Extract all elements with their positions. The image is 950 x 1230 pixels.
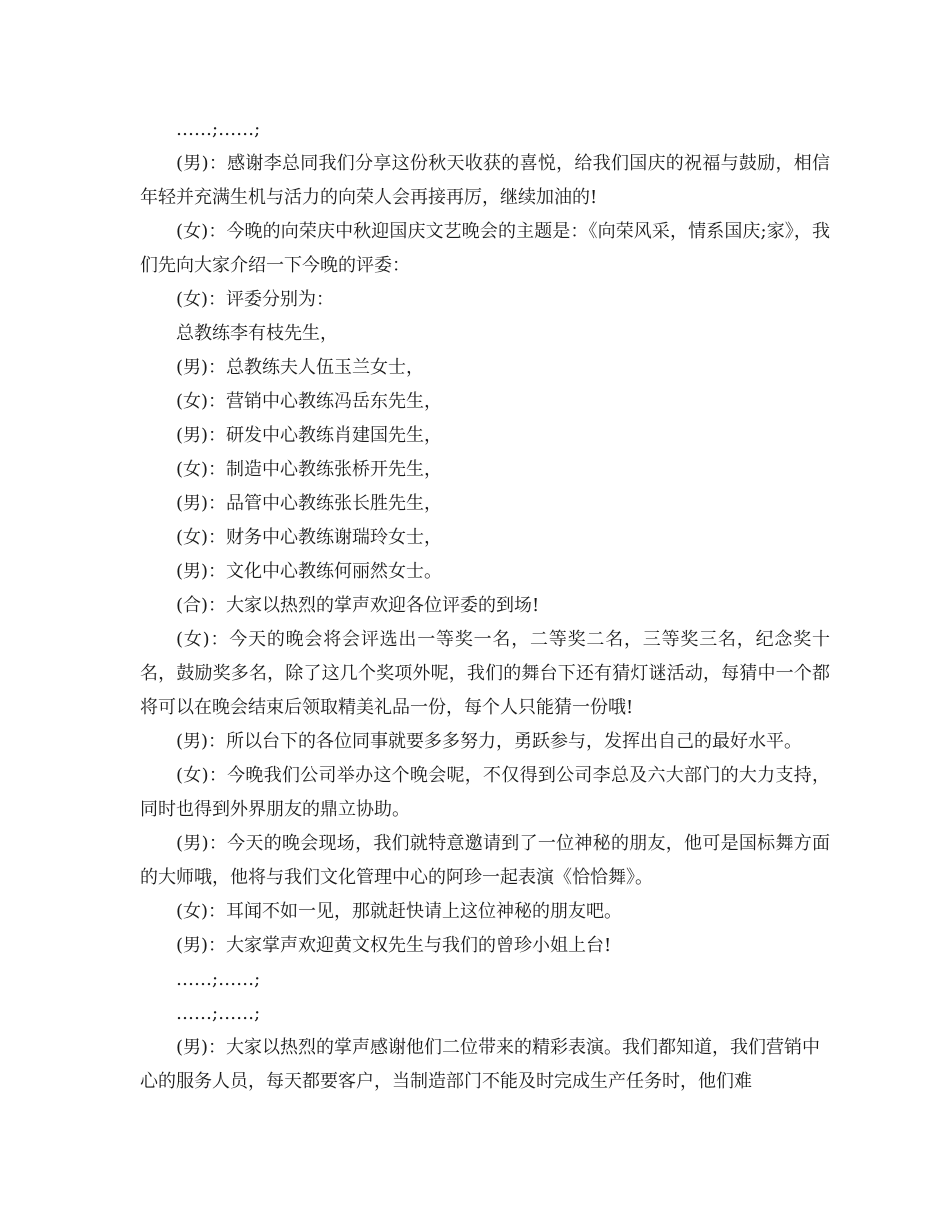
judge-line: (女)：财务中心教练谢瑞玲女士， [176, 527, 443, 548]
dialogue-paragraph: (女)：耳闻不如一见，那就赶快请上这位神秘的朋友吧。 [176, 901, 623, 922]
judge-line: 总教练李有枝先生， [176, 323, 338, 344]
dialogue-paragraph: (男)：所以台下的各位同事就要多多努力，勇跃参与，发挥出自己的最好水平。 [176, 731, 803, 752]
ellipsis-line: ……;……; [176, 969, 261, 990]
dialogue-paragraph: (女)：今晚的向荣庆中秋迎国庆文艺晚会的主题是：《向荣风采，情系国庆;家》，我们先向大家介绍一下今晚的评委： [140, 221, 830, 276]
judge-line: (男)：总教练夫人伍玉兰女士， [176, 357, 425, 378]
judge-line: (男)：研发中心教练肖建国先生， [176, 425, 443, 446]
dialogue-paragraph: (男)：今天的晚会现场，我们就特意邀请到了一位神秘的朋友，他可是国标舞方面的大师哦，他将与我们文化管理中心的阿珍一起表演《恰恰舞》。 [140, 833, 830, 888]
dialogue-paragraph: (女)：今晚我们公司举办这个晚会呢，不仅得到公司李总及六大部门的大力支持，同时也得到外界朋友的鼎立协助。 [140, 765, 830, 820]
judge-line: (男)：文化中心教练何丽然女士。 [176, 561, 443, 582]
document-body [140, 113, 830, 1099]
dialogue-paragraph: (女)：今天的晚会将会评选出一等奖一名，二等奖二名，三等奖三名，纪念奖十名，鼓励奖多名，除了这几个奖项外呢，我们的舞台下还有猜灯谜活动，每猜中一个都将可以在晚会结束后领取精美礼品一份，每个人只能猜一份哦! [140, 629, 830, 718]
ellipsis-line: ……;……; [176, 1003, 261, 1024]
ellipsis-line: ……;……; [176, 119, 261, 140]
dialogue-paragraph: (男)：感谢李总同我们分享这份秋天收获的喜悦，给我们国庆的祝福与鼓励，相信年轻并充满生机与活力的向荣人会再接再厉，继续加油的! [140, 153, 830, 208]
judge-line: (女)：营销中心教练冯岳东先生， [176, 391, 443, 412]
judge-line: (男)：品管中心教练张长胜先生， [176, 493, 443, 514]
dialogue-paragraph: (男)：大家掌声欢迎黄文权先生与我们的曾珍小姐上台! [176, 935, 612, 956]
judge-line: (女)：制造中心教练张桥开先生， [176, 459, 443, 480]
dialogue-paragraph: (女)：评委分别为： [176, 289, 335, 310]
dialogue-paragraph: (男)：大家以热烈的掌声感谢他们二位带来的精彩表演。我们都知道，我们营销中心的服务人员，每天都要客户，当制造部门不能及时完成生产任务时，他们难 [140, 1037, 821, 1092]
dialogue-paragraph: (合)：大家以热烈的掌声欢迎各位评委的到场! [176, 595, 540, 616]
